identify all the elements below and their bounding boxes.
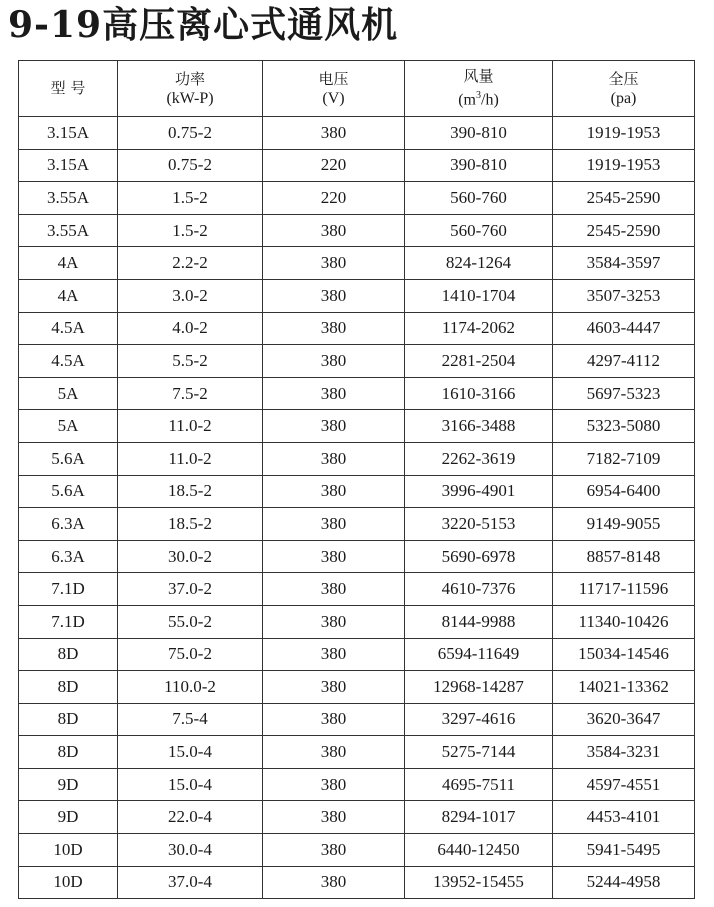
cell-airflow: 390-810 bbox=[405, 149, 553, 182]
cell-voltage: 380 bbox=[263, 508, 405, 541]
header-power-label: 功率 bbox=[174, 69, 205, 88]
cell-airflow: 2262-3619 bbox=[405, 442, 553, 475]
table-row bbox=[19, 638, 695, 671]
cell-pressure: 7182-7109 bbox=[553, 442, 695, 475]
cell-voltage: 380 bbox=[263, 801, 405, 834]
cell-pressure: 5323-5080 bbox=[553, 410, 695, 443]
cell-model: 7.1D bbox=[19, 573, 118, 606]
header-airflow-unit: $(m^3/h)$ bbox=[458, 90, 499, 109]
cell-model: 4.5A bbox=[19, 345, 118, 378]
page-title: 9-19高压离心式通风机 bbox=[8, 4, 399, 46]
cell-voltage: 380 bbox=[263, 442, 405, 475]
cell-airflow: 4610-7376 bbox=[405, 573, 553, 606]
cell-airflow: 3166-3488 bbox=[405, 410, 553, 443]
cell-airflow: 2281-2504 bbox=[405, 345, 553, 378]
table-row bbox=[19, 149, 695, 182]
cell-airflow: 560-760 bbox=[405, 214, 553, 247]
header-airflow-label: 风量 bbox=[463, 67, 494, 86]
cell-power: 1.5-2 bbox=[118, 182, 263, 215]
table-row bbox=[19, 605, 695, 638]
header-power bbox=[118, 61, 263, 117]
cell-pressure: 3620-3647 bbox=[553, 703, 695, 736]
cell-power: 22.0-4 bbox=[118, 801, 263, 834]
cell-pressure: 8857-8148 bbox=[553, 540, 695, 573]
cell-voltage: 380 bbox=[263, 312, 405, 345]
cell-pressure: 5941-5495 bbox=[553, 834, 695, 867]
header-voltage-unit: (V) bbox=[322, 89, 345, 107]
header-pressure-label: 全压 bbox=[608, 69, 639, 88]
cell-power: 18.5-2 bbox=[118, 475, 263, 508]
cell-model: 5A bbox=[19, 410, 118, 443]
table-row bbox=[19, 671, 695, 704]
cell-pressure: 4603-4447 bbox=[553, 312, 695, 345]
cell-pressure: 2545-2590 bbox=[553, 214, 695, 247]
cell-airflow: 6594-11649 bbox=[405, 638, 553, 671]
cell-power: 55.0-2 bbox=[118, 605, 263, 638]
cell-pressure: 2545-2590 bbox=[553, 182, 695, 215]
cell-voltage: 380 bbox=[263, 671, 405, 704]
table-row bbox=[19, 442, 695, 475]
cell-power: 7.5-4 bbox=[118, 703, 263, 736]
table-row bbox=[19, 182, 695, 215]
cell-airflow: 3297-4616 bbox=[405, 703, 553, 736]
cell-power: 5.5-2 bbox=[118, 345, 263, 378]
cell-voltage: 380 bbox=[263, 866, 405, 899]
cell-power: 75.0-2 bbox=[118, 638, 263, 671]
cell-pressure: 14021-13362 bbox=[553, 671, 695, 704]
table-row bbox=[19, 410, 695, 443]
cell-airflow: 824-1264 bbox=[405, 247, 553, 280]
cell-model: 4.5A bbox=[19, 312, 118, 345]
cell-pressure: 5244-4958 bbox=[553, 866, 695, 899]
cell-voltage: 380 bbox=[263, 638, 405, 671]
cell-power: 4.0-2 bbox=[118, 312, 263, 345]
cell-airflow: 13952-15455 bbox=[405, 866, 553, 899]
cell-model: 10D bbox=[19, 834, 118, 867]
cell-voltage: 380 bbox=[263, 214, 405, 247]
cell-voltage: 380 bbox=[263, 247, 405, 280]
cell-power: 1.5-2 bbox=[118, 214, 263, 247]
table-row bbox=[19, 475, 695, 508]
cell-pressure: 3584-3597 bbox=[553, 247, 695, 280]
header-voltage-label: 电压 bbox=[318, 69, 349, 88]
cell-model: 7.1D bbox=[19, 605, 118, 638]
table-row bbox=[19, 214, 695, 247]
cell-power: 30.0-4 bbox=[118, 834, 263, 867]
cell-airflow: 1610-3166 bbox=[405, 377, 553, 410]
cell-airflow: 4695-7511 bbox=[405, 768, 553, 801]
table-row bbox=[19, 801, 695, 834]
table-row bbox=[19, 508, 695, 541]
table-row bbox=[19, 834, 695, 867]
cell-pressure: 1919-1953 bbox=[553, 117, 695, 150]
table-header bbox=[19, 61, 695, 117]
cell-power: 37.0-2 bbox=[118, 573, 263, 606]
spec-table bbox=[18, 60, 695, 899]
cell-voltage: 380 bbox=[263, 345, 405, 378]
table-row bbox=[19, 866, 695, 899]
table-row bbox=[19, 540, 695, 573]
cell-voltage: 380 bbox=[263, 117, 405, 150]
cell-power: 0.75-2 bbox=[118, 149, 263, 182]
cell-pressure: 4597-4551 bbox=[553, 768, 695, 801]
cell-airflow: 560-760 bbox=[405, 182, 553, 215]
cell-airflow: 12968-14287 bbox=[405, 671, 553, 704]
header-voltage bbox=[263, 61, 405, 117]
cell-model: 5.6A bbox=[19, 442, 118, 475]
cell-voltage: 380 bbox=[263, 703, 405, 736]
cell-model: 8D bbox=[19, 671, 118, 704]
cell-model: 5.6A bbox=[19, 475, 118, 508]
cell-power: 15.0-4 bbox=[118, 768, 263, 801]
cell-voltage: 380 bbox=[263, 768, 405, 801]
table-row bbox=[19, 703, 695, 736]
cell-model: 6.3A bbox=[19, 508, 118, 541]
cell-pressure: 5697-5323 bbox=[553, 377, 695, 410]
cell-voltage: 380 bbox=[263, 410, 405, 443]
cell-pressure: 3584-3231 bbox=[553, 736, 695, 769]
cell-model: 8D bbox=[19, 736, 118, 769]
cell-power: 18.5-2 bbox=[118, 508, 263, 541]
cell-airflow: 8294-1017 bbox=[405, 801, 553, 834]
cell-airflow: 5690-6978 bbox=[405, 540, 553, 573]
cell-voltage: 220 bbox=[263, 149, 405, 182]
header-airflow bbox=[405, 61, 553, 117]
cell-power: 11.0-2 bbox=[118, 410, 263, 443]
cell-voltage: 380 bbox=[263, 605, 405, 638]
cell-model: 3.55A bbox=[19, 182, 118, 215]
cell-power: 11.0-2 bbox=[118, 442, 263, 475]
cell-voltage: 380 bbox=[263, 834, 405, 867]
header-model bbox=[19, 61, 118, 117]
table-row bbox=[19, 279, 695, 312]
cell-model: 6.3A bbox=[19, 540, 118, 573]
cell-model: 8D bbox=[19, 703, 118, 736]
cell-voltage: 380 bbox=[263, 475, 405, 508]
cell-power: 7.5-2 bbox=[118, 377, 263, 410]
table-row bbox=[19, 117, 695, 150]
cell-model: 3.15A bbox=[19, 149, 118, 182]
cell-voltage: 380 bbox=[263, 279, 405, 312]
cell-model: 10D bbox=[19, 866, 118, 899]
cell-power: 15.0-4 bbox=[118, 736, 263, 769]
table-row bbox=[19, 736, 695, 769]
table-row bbox=[19, 573, 695, 606]
cell-power: 37.0-4 bbox=[118, 866, 263, 899]
cell-airflow: 8144-9988 bbox=[405, 605, 553, 638]
cell-power: 3.0-2 bbox=[118, 279, 263, 312]
table-body bbox=[19, 117, 695, 899]
cell-pressure: 11340-10426 bbox=[553, 605, 695, 638]
cell-pressure: 4297-4112 bbox=[553, 345, 695, 378]
header-model-label: 型 号 bbox=[50, 79, 86, 97]
cell-power: 2.2-2 bbox=[118, 247, 263, 280]
cell-power: 110.0-2 bbox=[118, 671, 263, 704]
cell-pressure: 1919-1953 bbox=[553, 149, 695, 182]
cell-airflow: 6440-12450 bbox=[405, 834, 553, 867]
cell-pressure: 4453-4101 bbox=[553, 801, 695, 834]
cell-voltage: 380 bbox=[263, 736, 405, 769]
table-row bbox=[19, 377, 695, 410]
cell-pressure: 11717-11596 bbox=[553, 573, 695, 606]
header-pressure bbox=[553, 61, 695, 117]
cell-airflow: 3996-4901 bbox=[405, 475, 553, 508]
cell-model: 9D bbox=[19, 801, 118, 834]
cell-pressure: 15034-14546 bbox=[553, 638, 695, 671]
cell-pressure: 9149-9055 bbox=[553, 508, 695, 541]
header-pressure-unit: (pa) bbox=[610, 89, 637, 107]
header-power-unit: (kW-P) bbox=[166, 89, 214, 107]
cell-power: 30.0-2 bbox=[118, 540, 263, 573]
cell-model: 8D bbox=[19, 638, 118, 671]
cell-model: 5A bbox=[19, 377, 118, 410]
table-row bbox=[19, 345, 695, 378]
cell-pressure: 3507-3253 bbox=[553, 279, 695, 312]
cell-voltage: 380 bbox=[263, 573, 405, 606]
cell-voltage: 380 bbox=[263, 540, 405, 573]
cell-airflow: 1410-1704 bbox=[405, 279, 553, 312]
cell-model: 3.15A bbox=[19, 117, 118, 150]
cell-model: 4A bbox=[19, 247, 118, 280]
cell-airflow: 1174-2062 bbox=[405, 312, 553, 345]
table-row bbox=[19, 247, 695, 280]
header-row bbox=[19, 61, 695, 117]
table-row bbox=[19, 768, 695, 801]
cell-model: 9D bbox=[19, 768, 118, 801]
cell-airflow: 5275-7144 bbox=[405, 736, 553, 769]
cell-model: 4A bbox=[19, 279, 118, 312]
table-row bbox=[19, 312, 695, 345]
cell-airflow: 390-810 bbox=[405, 117, 553, 150]
cell-voltage: 220 bbox=[263, 182, 405, 215]
cell-power: 0.75-2 bbox=[118, 117, 263, 150]
cell-voltage: 380 bbox=[263, 377, 405, 410]
cell-pressure: 6954-6400 bbox=[553, 475, 695, 508]
cell-airflow: 3220-5153 bbox=[405, 508, 553, 541]
cell-model: 3.55A bbox=[19, 214, 118, 247]
